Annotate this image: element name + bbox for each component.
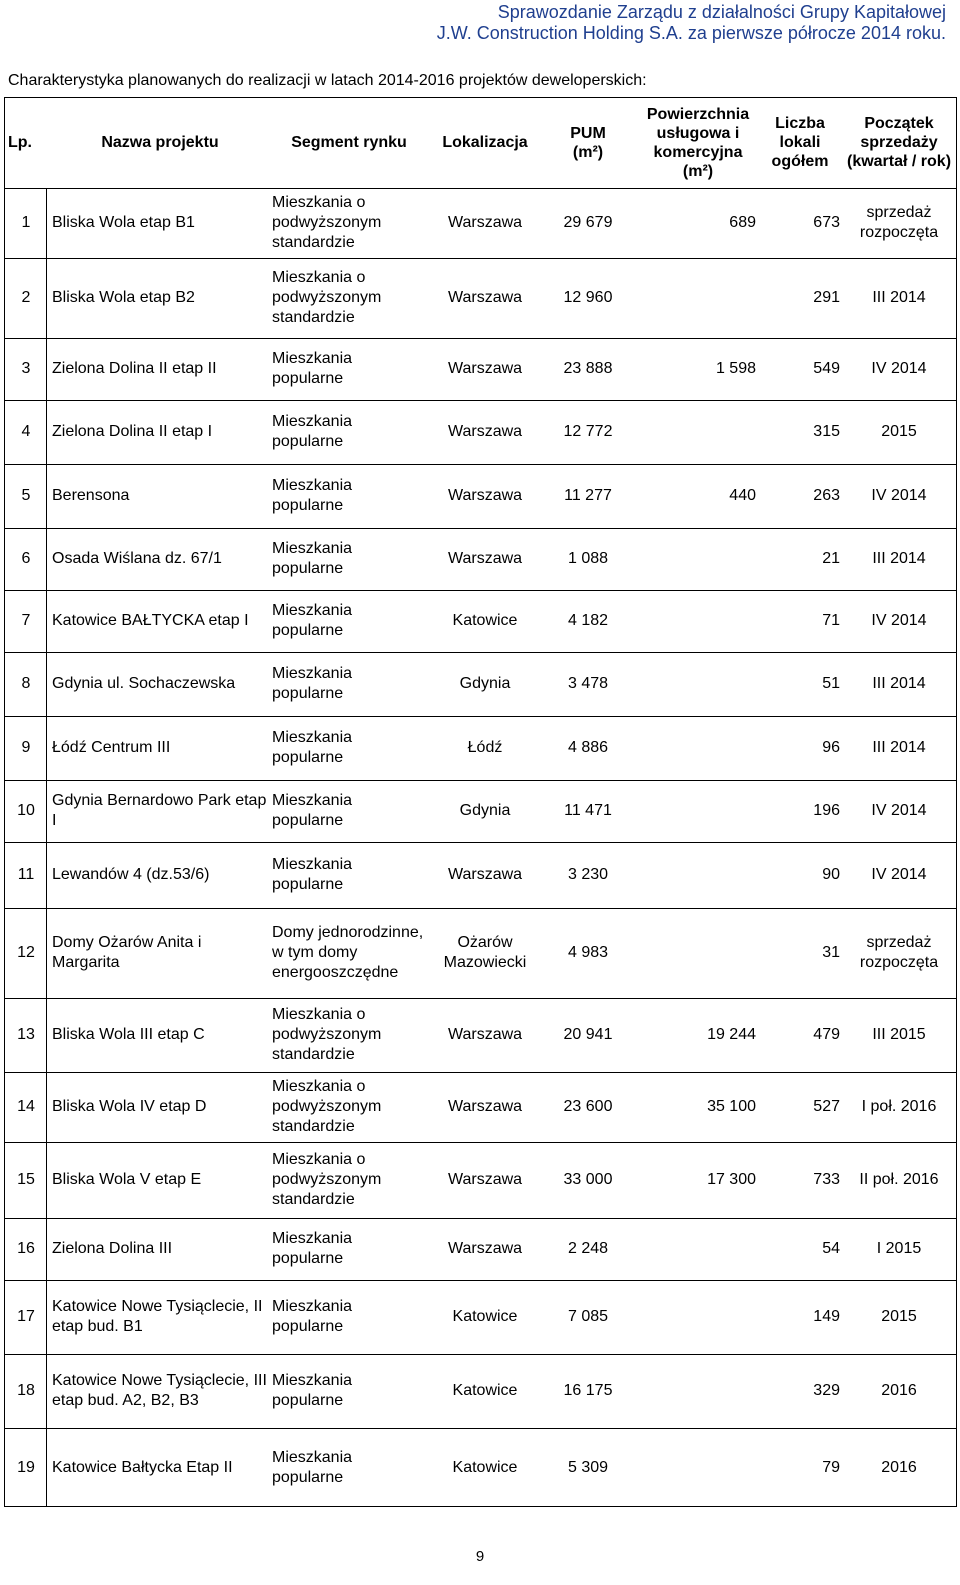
row-service-area: 17 300 [707,1171,756,1188]
row-location: Warszawa [447,487,523,504]
col-header-pum: PUM [570,124,606,142]
row-units: 315 [813,423,840,440]
row-sale-start: I poł. 2016 [861,1098,937,1115]
row-location: Warszawa [447,1026,523,1043]
col-header-sale-start: Początek sprzedaży (kwartał / rok) [846,115,952,170]
row-project-name: Berensona [52,487,130,504]
row-location: Warszawa [447,1240,523,1257]
row-sale-start: IV 2014 [871,487,927,504]
row-service-area [640,1218,756,1280]
row-units: 51 [822,675,840,692]
row-sale-start: 2016 [881,1382,917,1399]
report-header [437,2,946,44]
col-header-location: Lokalizacja [442,134,528,151]
row-lp: 1 [21,214,31,231]
row-service-area [640,400,756,464]
row-units: 96 [822,739,840,756]
row-pum: 1 088 [567,550,609,567]
row-segment: Mieszkania popularne [272,729,353,766]
row-project-name: Bliska Wola V etap E [52,1171,202,1188]
col-header-units: Liczba lokali ogółem [771,115,829,170]
row-segment: Mieszkania o podwyższonym standardzie [272,269,382,326]
row-sale-start: I 2015 [876,1240,922,1257]
row-lp: 13 [17,1026,35,1043]
row-location: Gdynia [459,675,511,692]
row-sale-start: IV 2014 [871,866,927,883]
col-header-service-area: Powierzchnia usługowa i komercyjna [646,105,750,161]
row-segment: Domy jednorodzinne, w tym domy energooszczędne [272,924,424,981]
row-location: Warszawa [447,866,523,883]
row-segment: Mieszkania popularne [272,540,353,577]
row-segment: Mieszkania popularne [272,413,353,450]
row-units: 549 [813,360,840,377]
row-sale-start: II poł. 2016 [859,1171,939,1188]
row-sale-start: III 2014 [872,289,926,306]
row-location: Gdynia [459,802,511,819]
row-service-area [640,590,756,652]
row-units: 673 [813,214,840,231]
row-project-name: Katowice Nowe Tysiąclecie, II etap bud. B1 [52,1298,263,1335]
row-segment: Mieszkania popularne [272,1372,353,1409]
row-units: 196 [813,802,840,819]
row-pum: 12 960 [563,289,613,306]
row-lp: 15 [17,1171,35,1188]
row-segment: Mieszkania o podwyższonym standardzie [272,1078,382,1135]
row-units: 149 [813,1308,840,1325]
row-lp: 12 [17,944,35,961]
row-pum: 2 248 [567,1240,609,1257]
row-sale-start: III 2014 [872,550,926,567]
col-header-pum [540,97,636,188]
col-header-service-unit: (m²) [682,162,714,180]
row-service-area [640,780,756,842]
row-project-name: Katowice Bałtycka Etap II [52,1458,233,1476]
row-project-name: Zielona Dolina III [52,1240,173,1257]
row-location: Warszawa [447,423,523,440]
row-units: 527 [813,1098,840,1115]
row-location: Warszawa [447,360,523,377]
row-units: 263 [813,487,840,504]
row-lp: 5 [21,487,31,504]
row-location: Katowice [452,612,518,629]
row-lp: 8 [21,675,31,692]
row-project-name: Osada Wiślana dz. 67/1 [52,550,222,567]
row-pum: 4 182 [567,612,609,629]
row-lp: 19 [17,1458,35,1476]
col-header-name: Nazwa projektu [101,134,219,151]
row-service-area [640,908,756,998]
row-segment: Mieszkania o podwyższonym standardzie [272,1151,382,1208]
row-segment: Mieszkania popularne [272,350,353,387]
row-sale-start: 2015 [881,423,917,440]
row-service-area: 689 [729,214,756,231]
row-lp: 3 [21,360,31,377]
page-number: 9 [475,1548,485,1565]
row-service-area [640,1354,756,1428]
row-units: 54 [822,1240,840,1257]
row-project-name: Bliska Wola etap B1 [52,214,195,231]
row-units: 71 [822,612,840,629]
row-sale-start: IV 2014 [871,802,927,819]
row-sale-start: III 2014 [872,739,926,756]
row-pum: 23 888 [563,360,613,377]
row-segment: Mieszkania popularne [272,1448,353,1486]
row-pum: 4 983 [567,944,609,961]
row-units: 31 [822,944,840,961]
row-sale-start: III 2014 [872,675,926,692]
row-pum: 4 886 [567,739,609,756]
col-header-service-area [636,97,760,188]
row-lp: 6 [21,550,31,567]
row-project-name: Katowice BAŁTYCKA etap I [52,612,249,629]
row-service-area [640,716,756,780]
row-sale-start: IV 2014 [871,360,927,377]
row-location: Ożarów Mazowiecki [443,934,527,971]
row-project-name: Gdynia Bernardowo Park etap I [52,792,267,829]
row-pum: 33 000 [563,1171,613,1188]
col-header-lp: Lp. [8,134,32,151]
row-pum: 11 277 [564,487,612,504]
row-sale-start: 2015 [881,1308,917,1325]
row-service-area [640,652,756,716]
col-header-pum-unit: (m²) [572,143,604,161]
header-line-2: J.W. Construction Holding S.A. za pierwsze półrocze 2014 roku. [436,23,946,43]
row-pum: 23 600 [563,1098,613,1115]
row-segment: Mieszkania popularne [272,856,353,893]
row-location: Katowice [452,1308,518,1325]
row-segment: Mieszkania o podwyższonym standardzie [272,1006,382,1063]
row-segment: Mieszkania popularne [272,602,353,639]
row-lp: 4 [21,423,31,440]
row-sale-start: III 2015 [872,1026,926,1043]
header-line-1: Sprawozdanie Zarządu z działalności Grupy Kapitałowej [497,2,946,22]
row-units: 291 [813,289,840,306]
row-service-area [640,842,756,908]
row-project-name: Bliska Wola IV etap D [52,1098,207,1115]
row-units: 79 [822,1458,840,1476]
row-location: Katowice [452,1458,518,1476]
row-sale-start: sprzedaż rozpoczęta [859,204,939,241]
row-units: 329 [813,1382,840,1399]
row-segment: Mieszkania popularne [272,792,353,829]
row-lp: 7 [21,612,31,629]
row-service-area: 440 [729,487,756,504]
row-lp: 16 [17,1240,35,1257]
row-service-area: 19 244 [707,1026,756,1043]
row-service-area: 1 598 [715,360,756,377]
row-location: Warszawa [447,1098,523,1115]
row-pum: 3 230 [567,866,609,883]
row-pum: 11 471 [564,802,612,819]
row-service-area [640,528,756,590]
row-pum: 7 085 [567,1308,609,1325]
row-project-name: Bliska Wola III etap C [52,1026,205,1043]
row-sale-start: sprzedaż rozpoczęta [859,934,939,971]
row-lp: 18 [17,1382,35,1399]
row-lp: 9 [21,739,31,756]
row-segment: Mieszkania popularne [272,1298,353,1335]
row-project-name: Zielona Dolina II etap I [52,423,213,440]
col-header-segment: Segment rynku [291,134,407,151]
row-service-area [640,1428,756,1507]
row-pum: 16 175 [563,1382,613,1399]
row-project-name: Domy Ożarów Anita i Margarita [52,934,202,971]
row-lp: 17 [17,1308,35,1325]
row-pum: 29 679 [563,214,613,231]
row-location: Katowice [452,1382,518,1399]
row-units: 21 [822,550,840,567]
row-segment: Mieszkania popularne [272,665,353,702]
row-lp: 2 [21,289,31,306]
row-segment: Mieszkania popularne [272,477,353,514]
row-units: 733 [813,1171,840,1188]
row-lp: 14 [17,1098,35,1115]
row-service-area [640,258,756,338]
row-location: Warszawa [447,289,523,306]
row-units: 479 [813,1026,840,1043]
row-pum: 3 478 [567,675,609,692]
row-location: Warszawa [447,550,523,567]
row-lp: 11 [17,866,35,883]
row-project-name: Łódź Centrum III [52,739,171,756]
row-service-area: 35 100 [707,1098,756,1115]
row-pum: 12 772 [563,423,613,440]
row-project-name: Lewandów 4 (dz.53/6) [52,866,210,883]
lp-column-divider [46,188,47,1507]
row-pum: 20 941 [563,1026,613,1043]
intro-text: Charakterystyka planowanych do realizacji w latach 2014-2016 projektów deweloperskich: [8,72,647,89]
row-sale-start: IV 2014 [871,612,927,629]
row-segment: Mieszkania o podwyższonym standardzie [272,194,382,251]
row-project-name: Gdynia ul. Sochaczewska [52,675,236,692]
row-units: 90 [822,866,840,883]
row-location: Warszawa [447,214,523,231]
row-pum: 5 309 [567,1458,609,1476]
row-segment: Mieszkania popularne [272,1230,353,1267]
row-location: Łódź [467,739,503,756]
row-project-name: Katowice Nowe Tysiąclecie, III etap bud. A2, B2, B3 [52,1372,267,1409]
row-location: Warszawa [447,1171,523,1188]
row-project-name: Bliska Wola etap B2 [52,289,195,306]
row-lp: 10 [17,802,35,819]
row-service-area [640,1280,756,1354]
row-sale-start: 2016 [881,1458,917,1476]
row-project-name: Zielona Dolina II etap II [52,360,217,377]
